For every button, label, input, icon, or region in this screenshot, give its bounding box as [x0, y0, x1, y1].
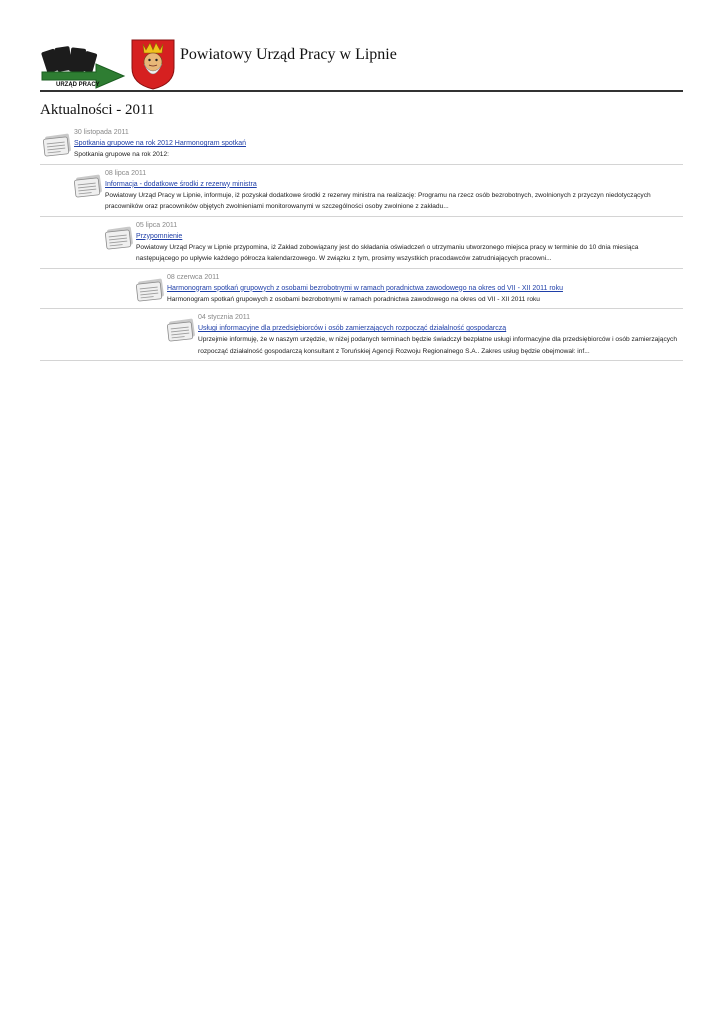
- news-item: [40, 165, 683, 217]
- news-date: 05 lipca 2011: [136, 221, 178, 229]
- page-title: Aktualności - 2011: [40, 102, 155, 118]
- news-title-link[interactable]: Informacja - dodatkowe środki z rezerwy ministra: [105, 180, 257, 188]
- news-item: [40, 269, 683, 310]
- newspaper-icon: [73, 174, 103, 198]
- newspaper-icon: [104, 226, 134, 250]
- news-title-link[interactable]: Harmonogram spotkań grupowych z osobami bezrobotnymi w ramach poradnictwa zawodowego na okres od VII - XII 2011 roku: [167, 284, 563, 292]
- news-item: [40, 309, 683, 361]
- news-list: [40, 124, 683, 361]
- news-item: [40, 217, 683, 269]
- page-header: [40, 38, 683, 92]
- news-excerpt: Powiatowy Urząd Pracy w Lipnie, informuje, iż pozyskał dodatkowe środki z rezerwy ministra na realizację: Programu na rzecz osób bezrobotnych, zwolnionych z przyczyn niedotyczących pracowników oraz pracowników objętych zwolnieniami monitorowanymi w szczególności osoby zwolnione z zakładu...: [105, 191, 651, 210]
- news-title-link[interactable]: Spotkania grupowe na rok 2012 Harmonogram spotkań: [74, 140, 246, 147]
- urzad-pracy-logo[interactable]: [40, 42, 126, 90]
- news-excerpt: Harmonogram spotkań grupowych z osobami bezrobotnymi w ramach poradnictwa zawodowego na okres od VII - XII 2011 roku: [167, 295, 540, 303]
- news-date: 30 listopada 2011: [74, 129, 129, 136]
- news-date: 04 stycznia 2011: [198, 314, 251, 321]
- news-title-link[interactable]: Usługi informacyjne dla przedsiębiorców i osób zamierzających rozpocząć działalność gospodarczą: [198, 325, 507, 332]
- newspaper-icon: [166, 318, 196, 342]
- news-item: [40, 124, 683, 165]
- news-date: 08 czerwca 2011: [167, 273, 220, 281]
- news-title-link[interactable]: Przypomnienie: [136, 232, 183, 240]
- newspaper-icon: [42, 133, 72, 157]
- news-excerpt: Uprzejmie informuję, że w naszym urzędzie, w niżej podanych terminach będzie świadczył bezpłatne usługi informacyjne dla przedsiębiorców i osób zamierzających rozpocząć działalność gospodarczą konsultant z Toruńskiej Agencji Rozwoju Regionalnego S.A.. Zakres usług będzie obejmował: inf...: [198, 336, 677, 355]
- news-excerpt: Spotkania grupowe na rok 2012:: [74, 151, 169, 158]
- coat-of-arms-icon: [130, 38, 176, 90]
- header-divider: [40, 90, 683, 92]
- news-excerpt: Powiatowy Urząd Pracy w Lipnie przypomina, iż Zakład zobowiązany jest do składania oświadczeń o utrzymaniu utworzonego miejsca pracy w terminie do 10 dnia miesiąca następującego po upływie każdego półrocza kalendarzowego. W związku z tym, prosimy wszystkich pracodawców zatrudniających pracowni...: [136, 243, 639, 262]
- logo-text: URZĄD PRACY: [56, 82, 100, 88]
- news-date: 08 lipca 2011: [105, 169, 147, 177]
- newspaper-icon: [135, 278, 165, 302]
- site-title[interactable]: Powiatowy Urząd Pracy w Lipnie: [180, 46, 397, 63]
